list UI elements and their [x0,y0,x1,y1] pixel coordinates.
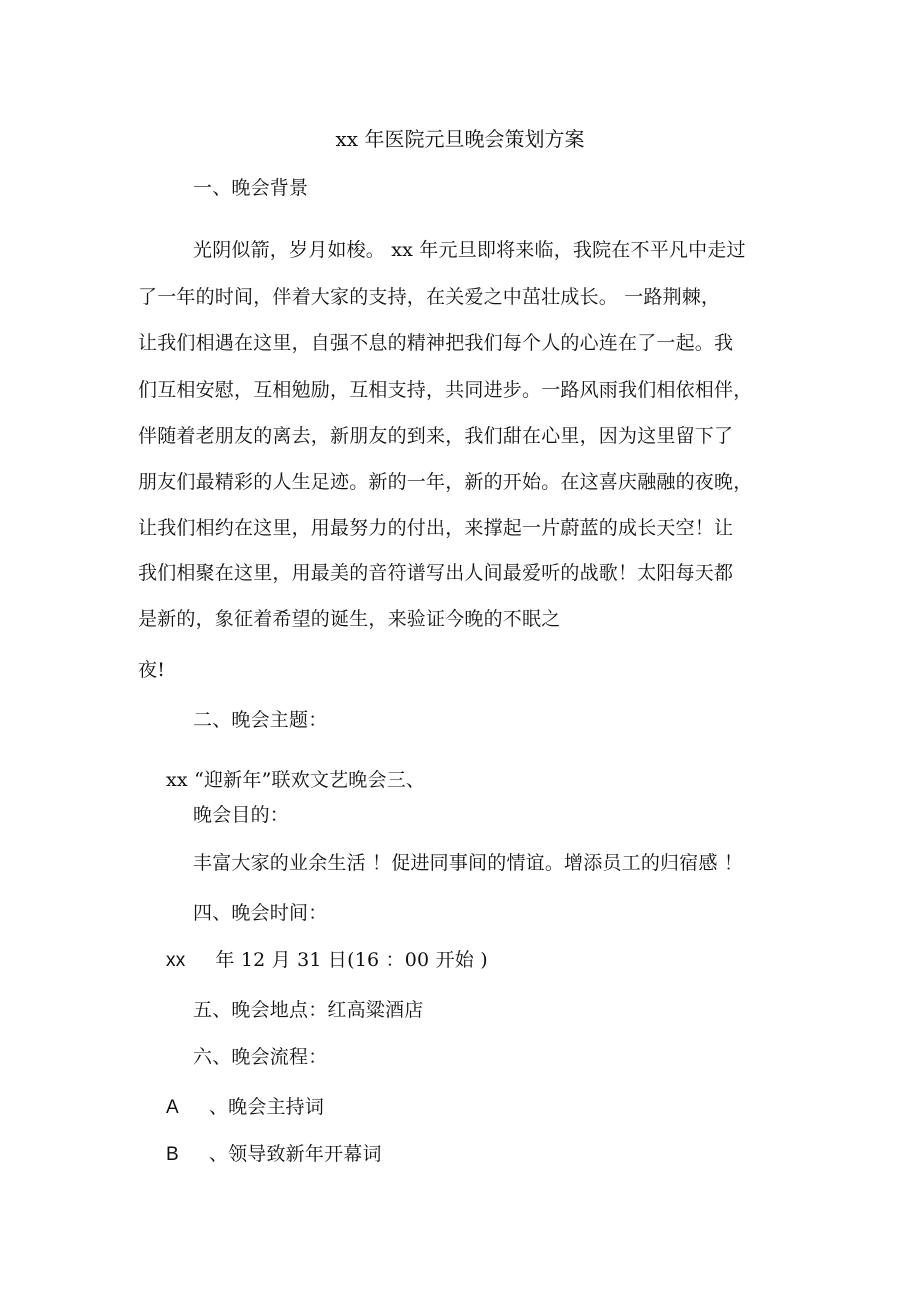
paragraph-line: 朋友们最精彩的人生足迹。新的一年，新的开始。在这喜庆融融的夜晚， [138,471,753,493]
paragraph-line: 伴随着老朋友的离去，新朋友的到来，我们甜在心里，因为这里留下了 [138,425,734,447]
flow-item-letter: B [166,1144,179,1165]
flow-item-letter: A [166,1097,179,1118]
paragraph-line: 夜! [138,659,166,681]
flow-item-text: 、领导致新年开幕词 [208,1143,382,1165]
paragraph-line: 让我们相遇在这里，自强不息的精神把我们每个人的心连在了一起。我 [138,332,734,354]
event-time [166,948,488,973]
paragraph-line: 了一年的时间，伴着大家的支持，在关爱之中茁壮成长。 一路荆棘， [138,286,721,308]
event-time-prefix: xx [166,950,186,971]
flow-item-text: 、晚会主持词 [208,1096,325,1118]
purpose-text: 丰富大家的业余生活 ！促进同事间的情谊。增添员工的归宿感 ！ [193,852,744,874]
document-title: xx 年医院元旦晚会策划方案 [335,127,585,151]
section-heading-venue: 五、晚会地点：红高粱酒店 [193,999,424,1021]
section-heading-background: 一、晚会背景 [193,177,309,199]
event-time-text: 年 12 月 31 日(16 ：00 开始 ) [215,949,488,971]
flow-item [166,1142,382,1167]
section-heading-theme: 二、晚会主题： [193,709,328,731]
section-heading-purpose: 晚会目的： [193,804,290,826]
paragraph-line: 光阴似箭，岁月如梭。 xx 年元旦即将来临，我院在不平凡中走过 [193,239,746,261]
paragraph-line: 我们相聚在这里，用最美的音符谱写出人间最爱听的战歌！太阳每天都 [138,562,734,584]
theme-line: xx “迎新年”联欢文艺晚会三、 [166,769,426,791]
section-heading-flow: 六、晚会流程： [193,1046,328,1068]
paragraph-line: 们互相安慰，互相勉励，互相支持，共同进步。一路风雨我们相依相伴， [138,379,753,401]
flow-item [166,1095,324,1120]
paragraph-line: 让我们相约在这里，用最努力的付出，来撑起一片蔚蓝的成长天空！让 [138,517,734,539]
paragraph-line: 是新的，象征着希望的诞生，来验证今晚的不眠之 [138,608,561,630]
section-heading-time: 四、晚会时间： [193,902,328,924]
